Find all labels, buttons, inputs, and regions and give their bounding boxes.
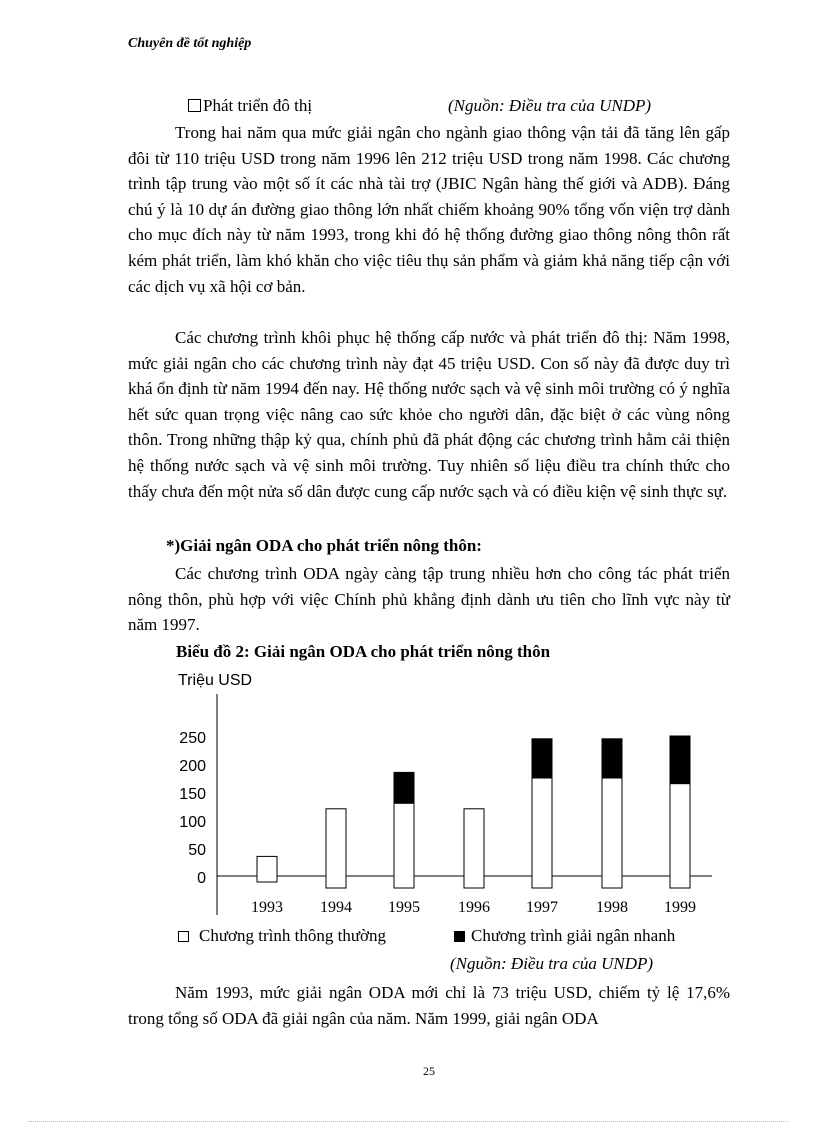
bar-regular bbox=[257, 856, 277, 882]
bar-regular bbox=[394, 803, 414, 888]
y-tick-label: 250 bbox=[179, 730, 206, 747]
page-bottom-rule bbox=[28, 1121, 788, 1122]
legend-fast-label: Chương trình giải ngân nhanh bbox=[471, 926, 676, 945]
y-tick-label: 50 bbox=[188, 842, 206, 859]
x-tick-label: 1995 bbox=[388, 899, 420, 916]
x-tick-label: 1996 bbox=[458, 899, 490, 916]
bar-fast bbox=[532, 739, 552, 778]
legend-fast-swatch bbox=[454, 931, 465, 942]
closing-paragraph: Năm 1993, mức giải ngân ODA mới chỉ là 73 triệu USD, chiếm tỷ lệ 17,6% trong tổng số ODA đã giải ngân của năm. Năm 1999, giải ngân ODA bbox=[128, 983, 730, 1028]
x-tick-label: 1999 bbox=[664, 899, 696, 916]
page-number: 25 bbox=[423, 1064, 435, 1078]
water-supply-paragraph: Các chương trình khôi phục hệ thống cấp nước và phát triển đô thị: Năm 1998, mức giải ngân cho các chương trình này đạt 45 triệu USD. Con số này đã được duy trì khá ổn định từ năm 1994 đến nay. Hệ thống nước sạch và vệ sinh môi trường có ý nghĩa hết sức quan trọng việc nâng cao sức khỏe cho người dân, đặc biệt ở các vùng nông thôn. Trong những thập kỷ qua, chính phủ đã phát động các chương trình hằm cải thiện hệ thống nước sạch và vệ sinh môi trường. Tuy nhiên số liệu điều tra chính thức cho thấy chưa đến một nửa số dân được cung cấp nước sạch và có điều kiện vệ sinh thực sự. bbox=[128, 328, 730, 501]
source-note-top: (Nguồn: Điều tra của UNDP) bbox=[448, 96, 652, 115]
bar-regular bbox=[464, 809, 484, 888]
document-header: Chuyên đề tốt nghiệp bbox=[128, 36, 252, 51]
legend-regular-swatch bbox=[178, 931, 189, 942]
section-heading: *)Giải ngân ODA cho phát triển nông thôn: bbox=[166, 536, 482, 555]
bar-regular bbox=[532, 778, 552, 888]
bar-fast bbox=[670, 736, 690, 784]
chart-source-note: (Nguồn: Điều tra của UNDP) bbox=[450, 954, 654, 973]
bar-regular bbox=[602, 778, 622, 888]
bar-regular bbox=[670, 784, 690, 888]
x-tick-label: 1997 bbox=[526, 899, 558, 916]
legend-fast bbox=[454, 926, 675, 946]
chart-title: Biểu đồ 2: Giải ngân ODA cho phát triển nông thôn bbox=[176, 642, 551, 661]
bar-fast bbox=[394, 772, 414, 803]
y-tick-label: 0 bbox=[197, 870, 206, 887]
x-tick-label: 1998 bbox=[596, 899, 628, 916]
rural-development-paragraph: Các chương trình ODA ngày càng tập trung nhiều hơn cho công tác phát triển nông thôn, phù hợp với việc Chính phủ khẳng định dành ưu tiên cho lĩnh vực này từ năm 1997. bbox=[128, 564, 730, 635]
legend-regular-label: Chương trình thông thường bbox=[199, 926, 387, 945]
x-tick-label: 1994 bbox=[320, 899, 352, 916]
transport-paragraph: Trong hai năm qua mức giải ngân cho ngành giao thông vận tải đã tăng lên gấp đôi từ 110 triệu USD trong năm 1996 lên 212 triệu USD trong năm 1998. Các chương trình tập trung vào một số ít các nhà tài trợ (JBIC Ngân hàng thế giới và ADB). Đáng chú ý là 10 dự án đường giao thông lớn nhất chiếm khoảng 90% tổng vốn viện trợ dành cho mục đích này từ năm 1993, trong khi đó hệ thống đường giao thông nông thôn rất kém phát triển, làm khó khăn cho việc tiêu thụ sản phẩm và giảm khả năng tiếp cận với các dịch vụ xã hội cơ bản. bbox=[128, 123, 730, 296]
chart-y-unit-label: Triệu USD bbox=[178, 672, 253, 689]
x-tick-label: 1993 bbox=[251, 899, 283, 916]
urban-development-label: Phát triển đô thị bbox=[203, 96, 313, 115]
bar-regular bbox=[326, 809, 346, 888]
legend-regular bbox=[178, 926, 386, 946]
y-tick-label: 200 bbox=[179, 758, 206, 775]
y-tick-label: 100 bbox=[179, 814, 206, 831]
y-tick-label: 150 bbox=[179, 786, 206, 803]
bar-fast bbox=[602, 739, 622, 778]
